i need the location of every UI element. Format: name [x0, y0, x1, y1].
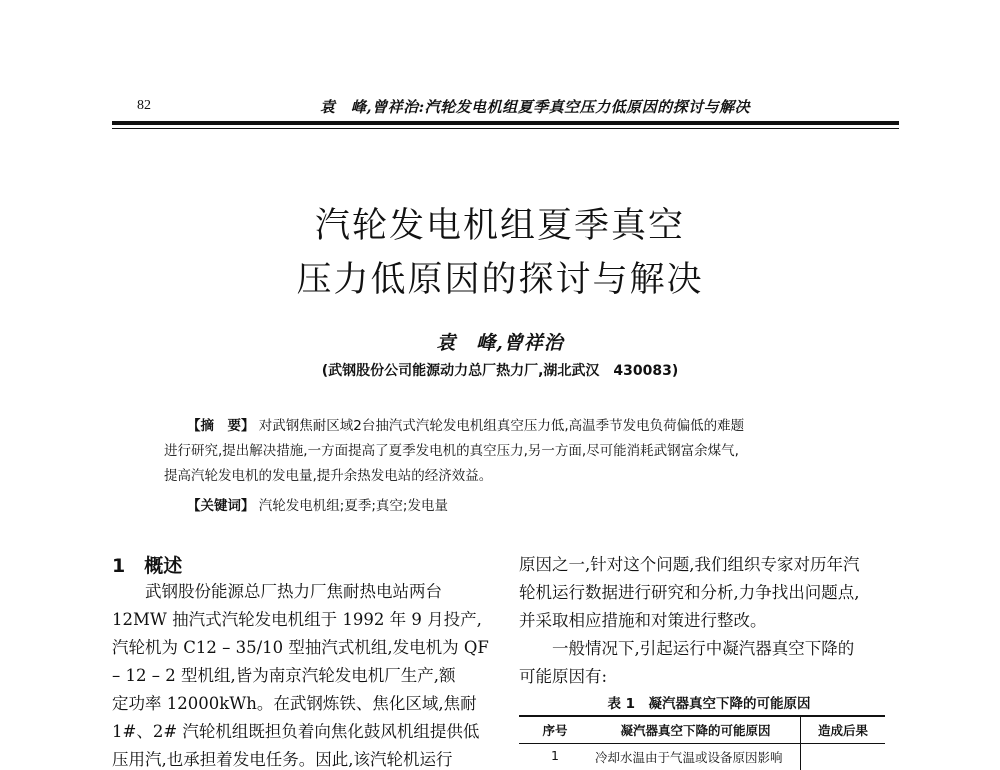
right-col-line-5: 可能原因有:	[519, 663, 899, 687]
left-col-line-6: 1#、2# 汽轮机组既担负着向焦化鼓风机组提供低	[112, 718, 492, 742]
abstract-line-1	[187, 414, 907, 434]
left-col-line-5: 定功率 12000kWh。在武钢炼铁、焦化区域,焦耐	[112, 690, 492, 714]
causes-table	[519, 715, 885, 770]
table-row	[519, 744, 885, 770]
keywords-text: 汽轮发电机组;夏季;真空;发电量	[259, 498, 448, 514]
left-col-line-1: 武钢股份能源总厂热力厂焦耐热电站两台	[112, 578, 492, 602]
table-header-row	[519, 716, 885, 744]
header-rule-thick	[112, 121, 899, 125]
affiliation: (武钢股份公司能源动力总厂热力厂,湖北武汉 430083)	[200, 360, 800, 380]
right-col-line-3: 并采取相应措施和对策进行整改。	[519, 607, 899, 631]
table-header-cause: 凝汽器真空下降的可能原因	[591, 716, 801, 744]
table-cell-index: 1	[519, 744, 591, 770]
header-rule-thin	[112, 128, 899, 129]
paper-title-line-1: 汽轮发电机组夏季真空	[200, 198, 800, 248]
paper-title-line-2: 压力低原因的探讨与解决	[200, 252, 800, 302]
table-cell-consequence	[801, 744, 886, 770]
table-header-index: 序号	[519, 716, 591, 744]
left-col-line-2: 12MW 抽汽式汽轮发电机组于 1992 年 9 月投产,	[112, 606, 492, 630]
right-col-line-1: 原因之一,针对这个问题,我们组织专家对历年汽	[519, 551, 899, 575]
keywords-label: 【关键词】	[187, 498, 255, 514]
right-col-line-2: 轮机运行数据进行研究和分析,力争找出问题点,	[519, 579, 899, 603]
left-col-line-7: 压用汽,也承担着发电任务。因此,该汽轮机运行	[112, 746, 492, 770]
right-col-line-4: 一般情况下,引起运行中凝汽器真空下降的	[519, 635, 899, 659]
abstract-line-3: 提高汽轮发电机的发电量,提升余热发电站的经济效益。	[164, 464, 884, 484]
authors: 袁 峰,曾祥治	[200, 328, 800, 355]
left-col-line-4: – 12 – 2 型机组,皆为南京汽轮发电机厂生产,额	[112, 662, 492, 686]
running-title: 袁 峰,曾祥治:汽轮发电机组夏季真空压力低原因的探讨与解决	[225, 96, 845, 117]
page-number: 82	[137, 98, 151, 114]
section-heading: 1 概述	[112, 551, 182, 578]
left-col-line-3: 汽轮机为 C12 – 35/10 型抽汽式机组,发电机为 QF	[112, 634, 492, 658]
abstract-label: 【摘 要】	[187, 418, 255, 434]
abstract-line-2: 进行研究,提出解决措施,一方面提高了夏季发电机的真空压力,另一方面,尽可能消耗武钢富余煤气,	[164, 439, 884, 459]
table-header-consequence: 造成后果	[801, 716, 886, 744]
table-cell-cause: 冷却水温由于气温或设备原因影响	[591, 744, 801, 770]
keywords-line	[187, 494, 907, 514]
table-caption: 表 1 凝汽器真空下降的可能原因	[519, 692, 899, 712]
abstract-text-1: 对武钢焦耐区域2台抽汽式汽轮发电机组真空压力低,高温季节发电负荷偏低的难题	[259, 418, 744, 434]
